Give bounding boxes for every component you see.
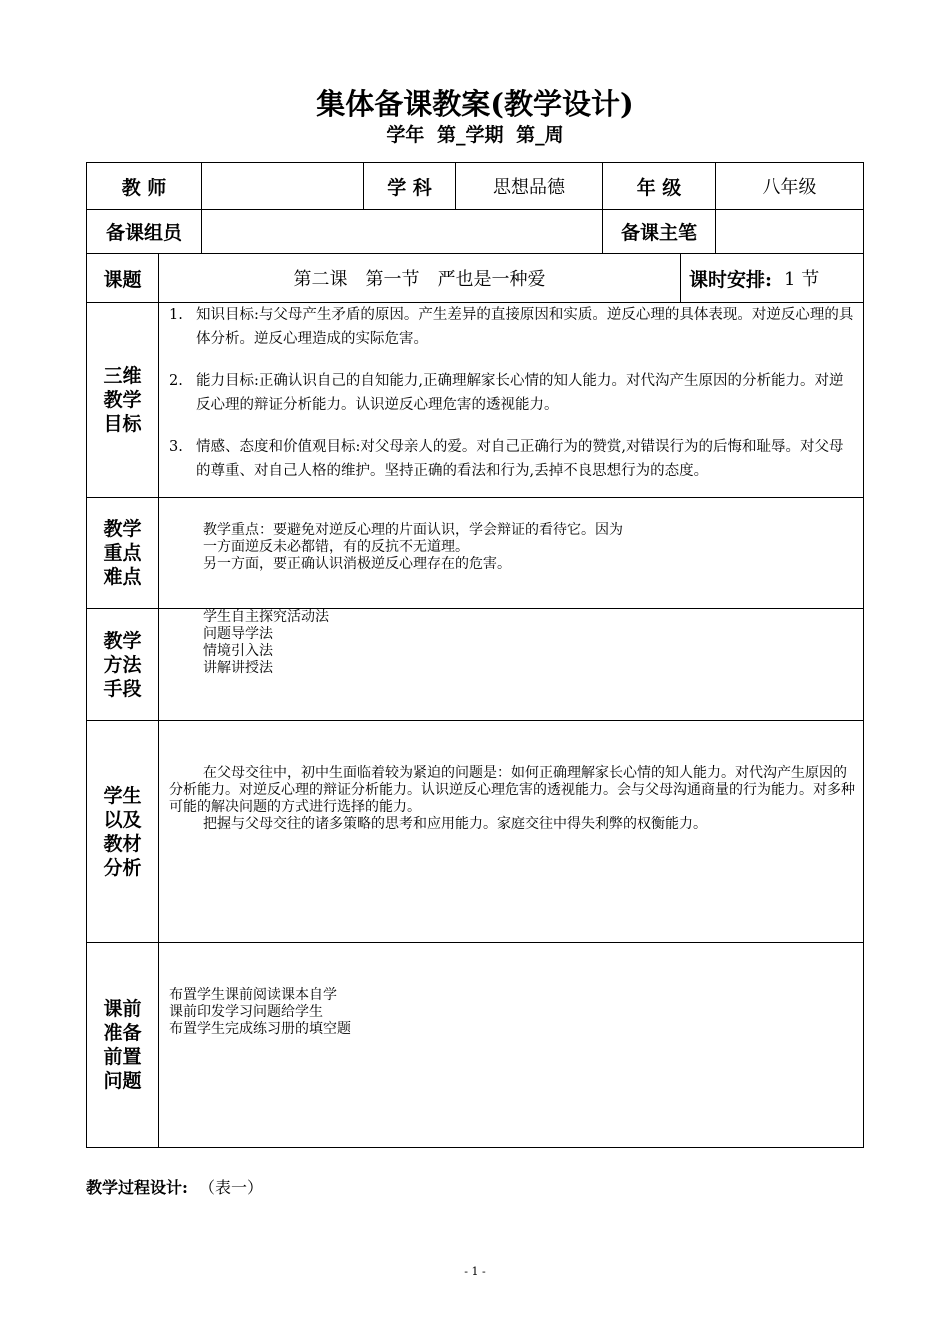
method-line: 问题导学法 <box>203 626 273 642</box>
preparation-line: 布置学生课前阅读课本自学 <box>169 987 337 1003</box>
method-line: 学生自主探究活动法 <box>203 609 329 625</box>
teacher-label: 教 师 <box>121 176 167 199</box>
subject-label: 学 科 <box>363 163 455 209</box>
method-line: 情境引入法 <box>203 643 273 659</box>
objectives-row <box>87 302 863 497</box>
lesson-plan-table <box>86 162 864 1148</box>
subject-value[interactable]: 思想品德 <box>455 163 602 209</box>
info-row-1 <box>87 163 863 209</box>
lead-label: 备课主笔 <box>602 210 715 253</box>
process-design-note: （表一） <box>199 1178 264 1197</box>
process-design-label: 教学过程设计: <box>86 1178 188 1197</box>
topic-label: 课题 <box>103 268 142 291</box>
topic-row <box>87 253 863 302</box>
lead-value[interactable] <box>715 210 863 253</box>
keypoints-line: 教学重点：要避免对逆反心理的片面认识，学会辩证的看待它。因为 <box>203 522 623 538</box>
keypoints-row <box>87 497 863 608</box>
preparation-row <box>87 942 863 1147</box>
page-number: - 1 - <box>464 1265 486 1278</box>
preparation-label: 课前 准备 前置 问题 <box>103 998 142 1092</box>
subtitle-year: 学年 <box>386 124 425 146</box>
keypoints-line: 另一方面，要正确认识消极逆反心理存在的危害。 <box>203 556 511 572</box>
info-row-2 <box>87 209 863 253</box>
methods-label: 教学 方法 手段 <box>103 629 142 700</box>
topic-value: 第二课 第一节 严也是一种爱 <box>158 254 680 302</box>
group-value[interactable] <box>201 210 602 253</box>
process-design-heading <box>86 1175 263 1198</box>
grade-value[interactable]: 八年级 <box>715 163 863 209</box>
objective-item: 1. 知识目标:与父母产生矛盾的原因。产生差异的直接原因和实质。逆反心理的具体表现。对逆反心理的具体分析。逆反心理造成的实际危害。 <box>169 307 854 347</box>
subtitle-semester: 第_学期 <box>436 124 504 146</box>
methods-content <box>158 609 863 720</box>
analysis-paragraph: 把握与父母交往的诸多策略的思考和应用能力。家庭交往中得失利弊的权衡能力。 <box>203 816 707 832</box>
objectives-label: 三维 教学 目标 <box>103 365 142 435</box>
group-label: 备课组员 <box>105 222 182 244</box>
method-line: 讲解讲授法 <box>203 660 273 676</box>
document-subtitle <box>0 120 950 147</box>
analysis-row <box>87 720 863 942</box>
methods-row <box>87 608 863 720</box>
schedule-value: 1 节 <box>784 269 820 290</box>
schedule-cell <box>680 254 863 302</box>
preparation-line: 布置学生完成练习册的填空题 <box>169 1021 351 1037</box>
keypoints-content <box>158 498 863 608</box>
analysis-content <box>158 721 863 942</box>
schedule-label: 课时安排: <box>689 268 773 291</box>
preparation-line: 课前印发学习问题给学生 <box>169 1004 323 1020</box>
document-title: 集体备课教案(教学设计) <box>316 87 634 121</box>
teacher-value[interactable] <box>201 163 363 209</box>
grade-label: 年 级 <box>602 163 715 209</box>
objectives-content <box>158 303 863 497</box>
objective-item: 2. 能力目标:正确认识自己的自知能力,正确理解家长心情的知人能力。对代沟产生原因的分析能力。对逆反心理的辩证分析能力。认识逆反心理危害的透视能力。 <box>169 373 844 413</box>
preparation-content <box>158 943 863 1147</box>
analysis-label: 学生 以及 教材 分析 <box>103 784 142 879</box>
keypoints-label: 教学 重点 难点 <box>103 518 142 588</box>
keypoints-line: 一方面逆反未必都错，有的反抗不无道理。 <box>203 539 469 555</box>
subtitle-week: 第_周 <box>516 124 564 146</box>
analysis-paragraph: 在父母交往中，初中生面临着较为紧迫的问题是：如何正确理解家长心情的知人能力。对代沟产生原因的分析能力。对逆反心理的辩证分析能力。认识逆反心理危害的透视能力。会与父母沟通商量的行为能力。对多种可能的解决问题的方式进行选择的能力。 <box>169 765 855 815</box>
objective-item: 3. 情感、态度和价值观目标:对父母亲人的爱。对自己正确行为的赞赏,对错误行为的后悔和耻辱。对父母的尊重、对自己人格的维护。坚持正确的看法和行为,丢掉不良思想行为的态度。 <box>169 439 844 479</box>
